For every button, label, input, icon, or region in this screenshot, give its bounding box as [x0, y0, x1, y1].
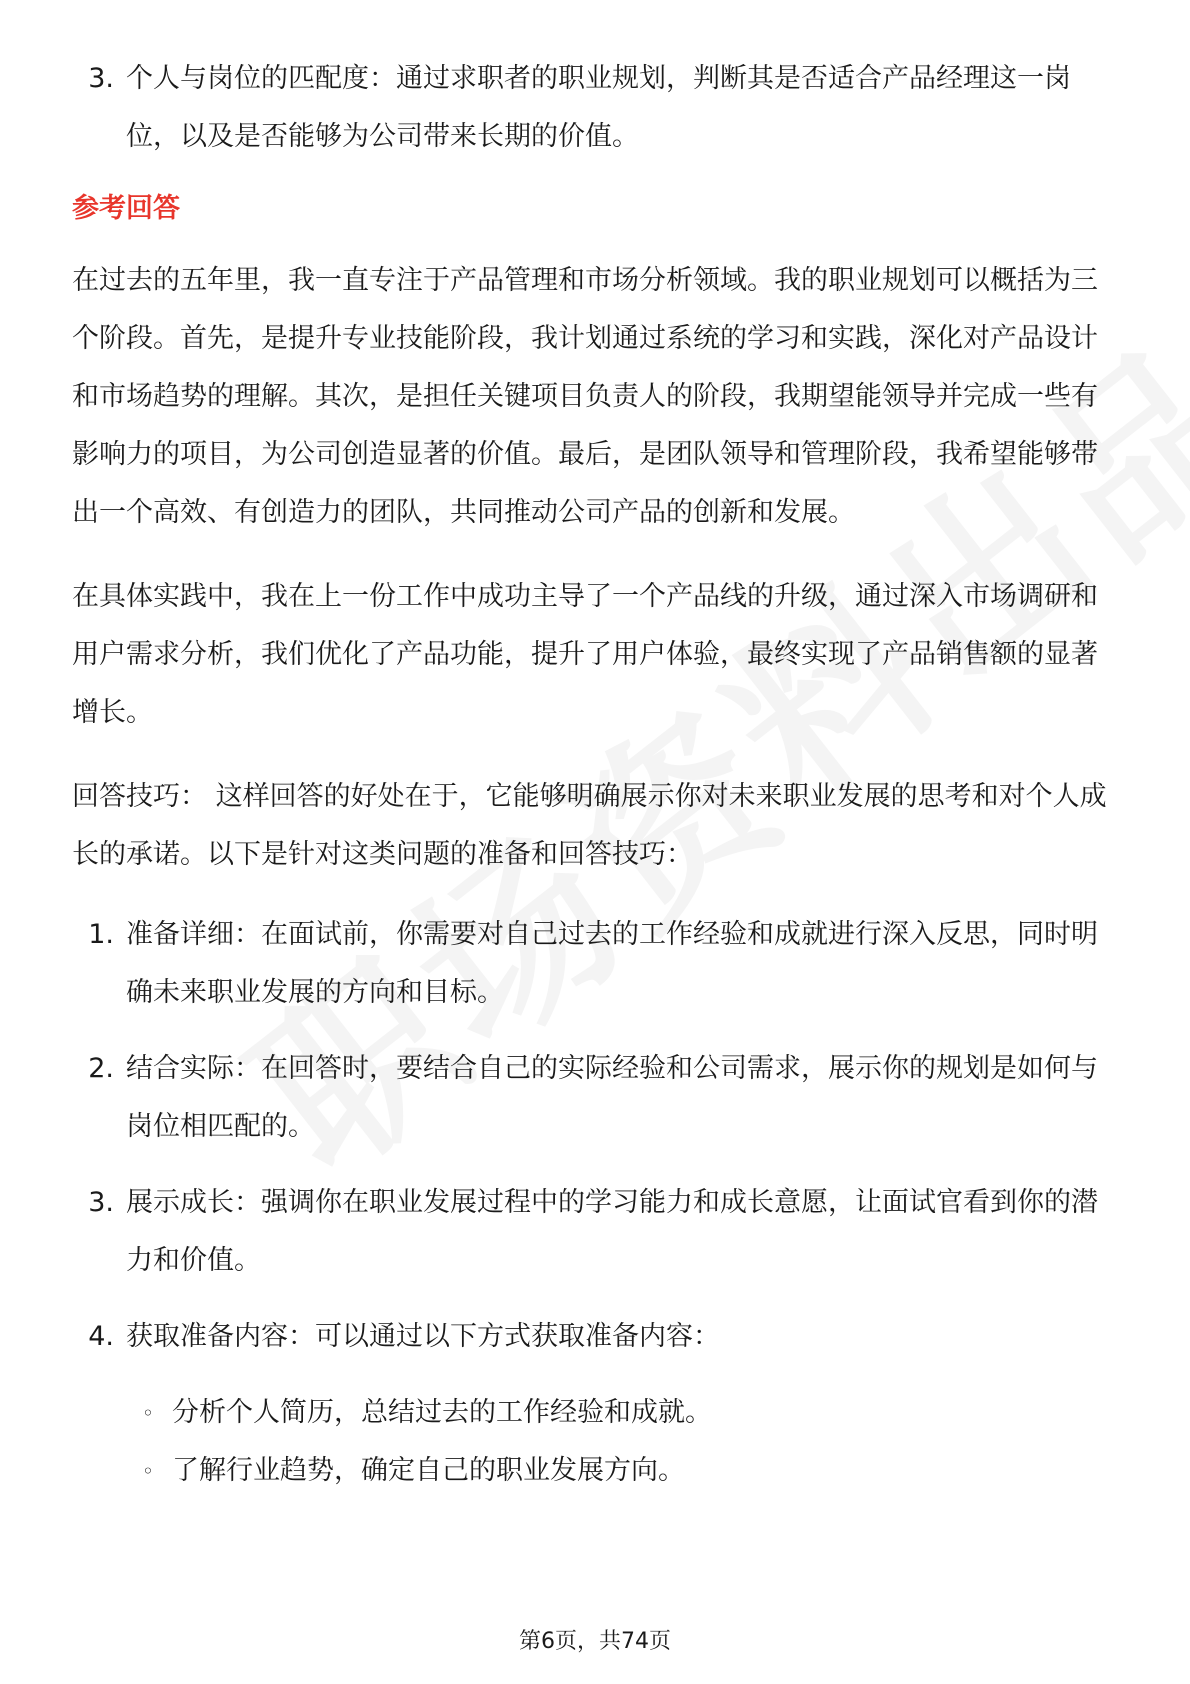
section-title: 参考回答 [72, 193, 180, 224]
page-footer: 第6页，共74页 [519, 1629, 671, 1654]
sub-bullet-item-1 [142, 1384, 1118, 1442]
hollow-bullet-icon: ◦ [142, 1459, 154, 1483]
tip-item-4 [72, 1308, 1118, 1366]
list-item [72, 50, 1118, 166]
list-number: 4. [88, 1321, 114, 1352]
list-item-text: 结合实际：在回答时，要结合自己的实际经验和公司需求，展示你的规划是如何与岗位相匹配的。 [126, 1053, 1098, 1142]
list-number: 1. [88, 919, 114, 950]
sub-bullet-item-2 [142, 1442, 1118, 1500]
tip-item-1 [72, 906, 1118, 1022]
answer-tips-intro: 回答技巧： 这样回答的好处在于，它能够明确展示你对未来职业发展的思考和对个人成长的承诺。以下是针对这类问题的准备和回答技巧： [72, 781, 1107, 870]
answer-paragraph-1: 在过去的五年里，我一直专注于产品管理和市场分析领域。我的职业规划可以概括为三个阶段。首先，是提升专业技能阶段，我计划通过系统的学习和实践，深化对产品设计和市场趋势的理解。其次，是担任关键项目负责人的阶段，我期望能领导并完成一些有影响力的项目，为公司创造显著的价值。最后，是团队领导和管理阶段，我希望能够带出一个高效、有创造力的团队，共同推动公司产品的创新和发展。 [72, 265, 1098, 528]
tip-item-3 [72, 1174, 1118, 1290]
list-item-text: 了解行业趋势，确定自己的职业发展方向。 [172, 1455, 685, 1486]
list-item-text: 准备详细：在面试前，你需要对自己过去的工作经验和成就进行深入反思，同时明确未来职业发展的方向和目标。 [126, 919, 1098, 1008]
answer-paragraph-2: 在具体实践中，我在上一份工作中成功主导了一个产品线的升级，通过深入市场调研和用户需求分析，我们优化了产品功能，提升了用户体验，最终实现了产品销售额的显著增长。 [72, 581, 1098, 728]
list-item-text: 分析个人简历，总结过去的工作经验和成就。 [172, 1397, 712, 1428]
page-content [72, 50, 1118, 1500]
list-number: 3. [88, 63, 114, 94]
tip-item-2 [72, 1040, 1118, 1156]
list-number: 3. [88, 1187, 114, 1218]
list-item-text: 获取准备内容：可以通过以下方式获取准备内容： [126, 1321, 720, 1352]
hollow-bullet-icon: ◦ [142, 1401, 154, 1425]
list-item-text: 展示成长：强调你在职业发展过程中的学习能力和成长意愿，让面试官看到你的潜力和价值。 [126, 1187, 1098, 1276]
list-item-text: 个人与岗位的匹配度：通过求职者的职业规划，判断其是否适合产品经理这一岗位，以及是否能够为公司带来长期的价值。 [126, 63, 1071, 152]
list-number: 2. [88, 1053, 114, 1084]
